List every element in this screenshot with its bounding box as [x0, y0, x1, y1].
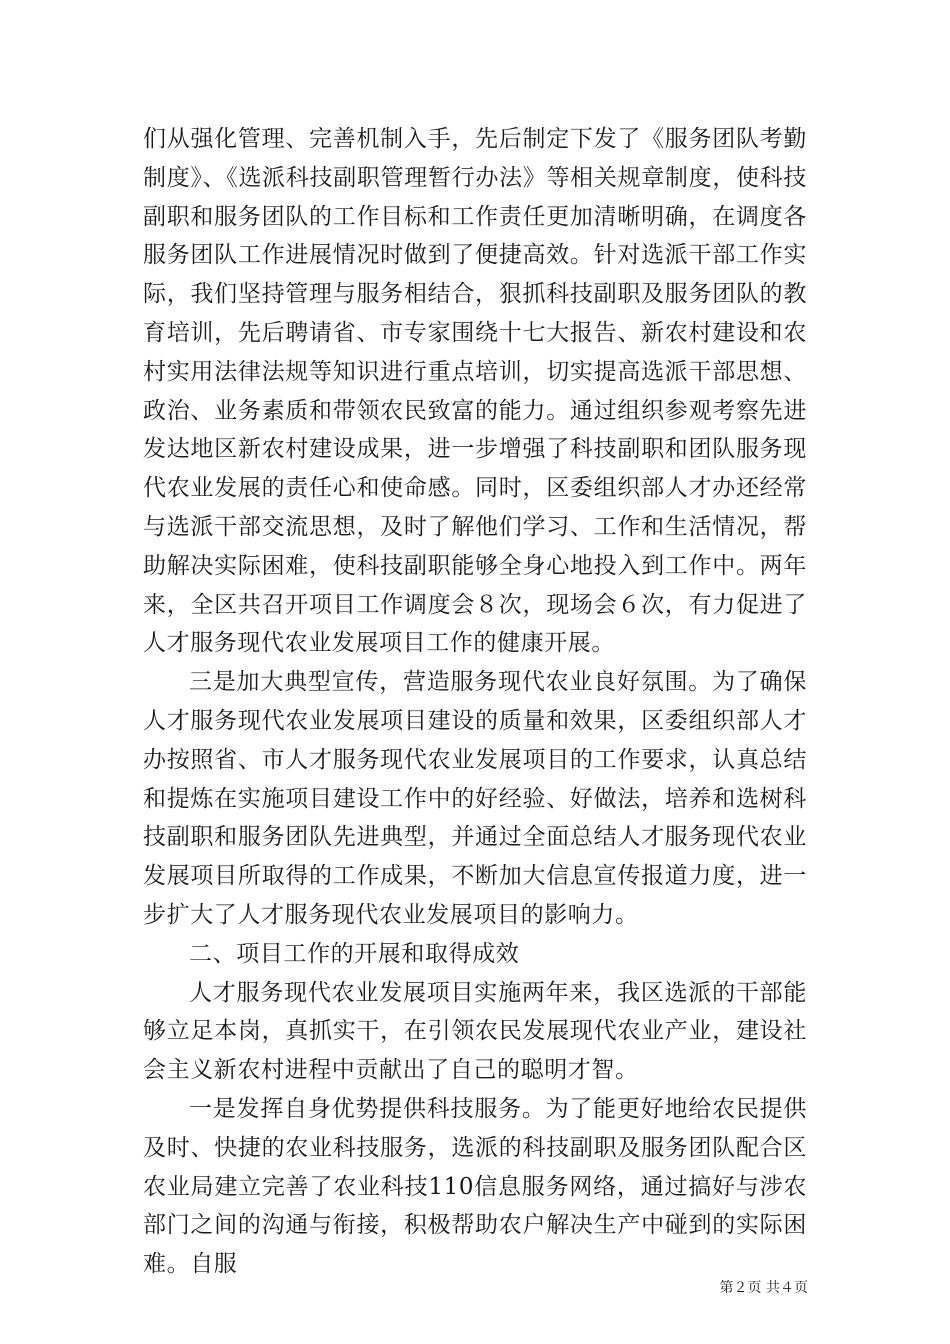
section-heading-results: 二、项目工作的开展和取得成效 [189, 940, 520, 967]
paragraph-management-training: 们从强化管理、完善机制入手，先后制定下发了《服务团队考勤制度》、《选派科技副职管理暂行办法》等相关规章制度，使科技副职和服务团队的工作目标和工作责任更加清晰明确，在调度各服务团队工作进展情况时做到了便捷高效。针对选派干部工作实际，我们坚持管理与服务相结合，狠抓科技副职及服务团队的教育培训，先后聘请省、市专家围绕十七大报告、新农村建设和农村实用法律法规等知识进行重点培训，切实提高选派干部思想、政治、业务素质和带领农民致富的能力。通过组织参观考察先进发达地区新农村建设成果，进一步增强了科技副职和团队服务现代农业发展的责任心和使命感。同时，区委组织部人才办还经常与选派干部交流思想，及时了解他们学习、工作和生活情况，帮助解决实际困难，使科技副职能够全身心地投入到工作中。两年来，全区共召开项目工作调度会８次，现场会６次，有力促进了人才服务现代农业发展项目工作的健康开展。 [143, 126, 807, 657]
paragraph-typical-publicity: 三是加大典型宣传，营造服务现代农业良好氛围。为了确保人才服务现代农业发展项目建设的质量和效果，区委组织部人才办按照省、市人才服务现代农业发展项目的工作要求，认真总结和提炼在实施项目建设工作中的好经验、好做法，培养和选树科技副职和服务团队先进典型，并通过全面总结人才服务现代农业发展项目所取得的工作成果，不断加大信息宣传报道力度，进一步扩大了人才服务现代农业发展项目的影响力。 [143, 669, 807, 928]
page-number-footer: 第２页 共４页 [719, 1280, 808, 1296]
paragraph-tech-service: 一是发挥自身优势提供科技服务。为了能更好地给农民提供及时、快捷的农业科技服务，选派的科技副职及服务团队配合区农业局建立完善了农业科技110信息服务网络，通过搞好与涉农部门之间的沟通与衔接，积极帮助农户解决生产中碰到的实际困难。自服 [143, 1095, 807, 1278]
document-body [143, 120, 807, 1284]
paragraph-project-overview: 人才服务现代农业发展项目实施两年来，我区选派的干部能够立足本岗，真抓实干，在引领农民发展现代农业产业，建设社会主义新农村进程中贡献出了自己的聪明才智。 [143, 979, 807, 1084]
